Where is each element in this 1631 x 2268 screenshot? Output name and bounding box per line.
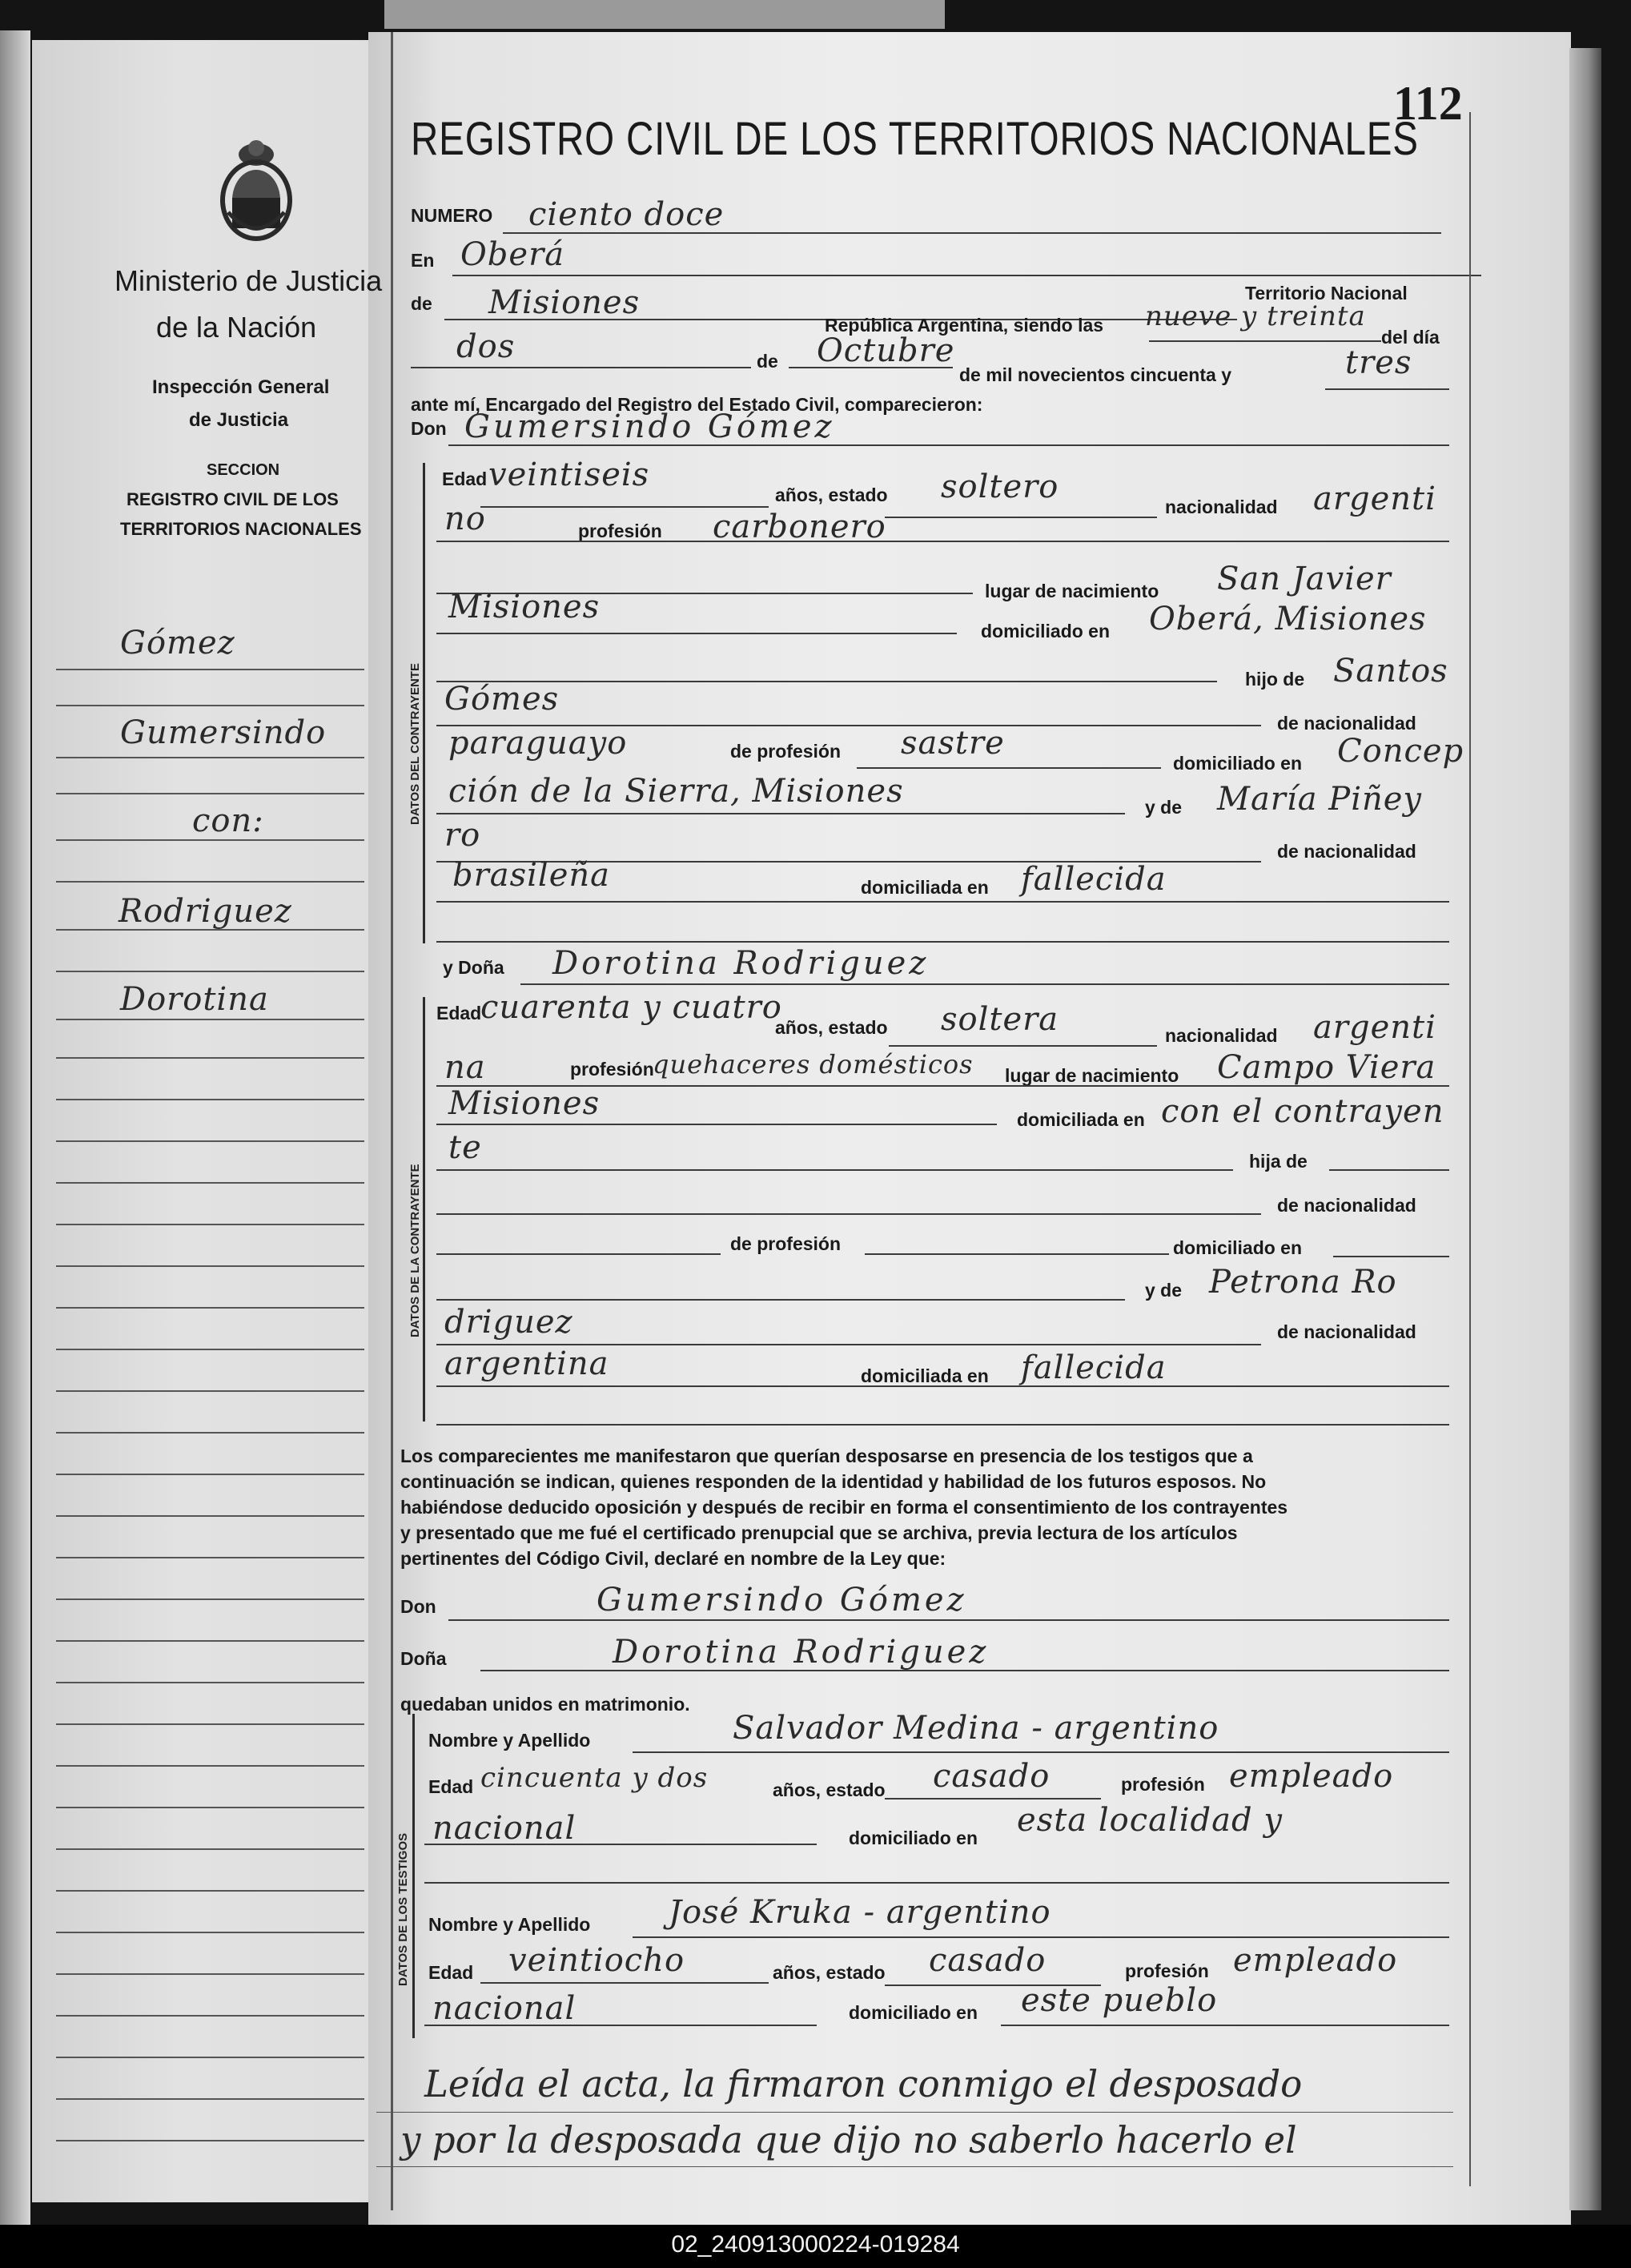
coat-of-arms-emblem — [212, 132, 300, 244]
decl-dona-value: Dorotina Rodriguez — [613, 1634, 990, 1671]
fill-line — [436, 813, 1125, 814]
bride-nacionalidad: argenti — [1313, 1009, 1436, 1046]
fill-line — [424, 1882, 1449, 1884]
stub-rule — [56, 2057, 364, 2058]
groom-lugar-cont: Misiones — [448, 589, 601, 625]
bride-madre: Petrona Ro — [1209, 1264, 1397, 1301]
label-don: Don — [411, 418, 447, 439]
groom-nacionalidad: argenti — [1313, 481, 1436, 517]
closing-line: Leída el acta, la firmaron conmigo el desposado — [424, 2062, 1303, 2105]
fill-line — [865, 1253, 1169, 1255]
statement-line: habiéndose deducido oposición y después de recibir en forma el consentimiento de los contrayentes — [400, 1497, 1288, 1518]
fill-line — [885, 517, 1157, 518]
stub-rule — [56, 1682, 364, 1683]
groom-padre-nacionalidad: paraguayo — [448, 725, 628, 762]
groom-nacionalidad-cont: no — [444, 501, 486, 537]
witness1-domicilio: esta localidad y — [1017, 1802, 1283, 1839]
stub-ministry-line-2: de la Nación — [156, 311, 317, 344]
witness-block-border — [412, 1714, 415, 2038]
fill-line — [885, 1798, 1101, 1800]
witness2-profesion-cont: nacional — [432, 1990, 576, 2027]
stub-rule — [56, 1390, 364, 1392]
stub-rule — [56, 1640, 364, 1642]
label-edad: Edad — [442, 468, 488, 489]
right-margin-line — [1469, 112, 1471, 2186]
stub-rule — [56, 2015, 364, 2017]
label-hija-de: hija de — [1249, 1151, 1308, 1172]
stub-rule — [56, 1598, 364, 1600]
value-hora: nueve y treinta — [1145, 300, 1366, 332]
bride-profesion: quehaceres domésticos — [653, 1049, 974, 1080]
groom-madre: María Piñey — [1217, 781, 1423, 818]
groom-padre-profesion: sastre — [901, 725, 1005, 762]
statement-line: continuación se indican, quienes responden de la identidad y habilidad de los futuros esposos. No — [400, 1471, 1267, 1492]
stub-ministry-line-1: Ministerio de Justicia — [114, 264, 383, 297]
label-de-nacionalidad: de nacionalidad — [1277, 713, 1416, 734]
label-de: de — [411, 293, 432, 314]
fill-line — [424, 1844, 817, 1845]
stub-index-entry: Gómez — [120, 625, 235, 662]
book-page-edges — [1569, 48, 1601, 2210]
bride-name: Dorotina Rodriguez — [552, 945, 930, 982]
label-edad-w1: Edad — [428, 1776, 474, 1797]
fill-line — [376, 2166, 1453, 2167]
fill-line — [436, 1424, 1449, 1426]
label-domiciliada-en-bride: domiciliada en — [1017, 1109, 1145, 1130]
stub-rule — [56, 1474, 364, 1475]
stub-index-entry: con: — [192, 802, 264, 839]
stub-rule — [56, 881, 364, 883]
fill-line — [1001, 2025, 1449, 2026]
label-domiciliada-en: domiciliada en — [861, 877, 989, 898]
label-domiciliado-en-w1: domiciliado en — [849, 1828, 978, 1848]
label-profesion-w2: profesión — [1125, 1960, 1209, 1981]
stub-rule — [56, 793, 364, 794]
witness1-estado: casado — [933, 1758, 1051, 1795]
fill-line — [857, 767, 1161, 769]
statement-line: y presentado que me fué el certificado prenupcial que se archiva, previa lectura de los artículos — [400, 1522, 1238, 1543]
value-en: Oberá — [460, 236, 565, 273]
groom-name: Gumersindo Gómez — [464, 408, 835, 445]
bride-madre-cont: driguez — [444, 1304, 573, 1341]
groom-domicilio: Oberá, Misiones — [1149, 601, 1427, 637]
label-de-nacionalidad-madre: de nacionalidad — [1277, 841, 1416, 862]
label-domiciliada-en-bride-madre: domiciliada en — [861, 1365, 989, 1386]
label-profesion: profesión — [578, 521, 662, 541]
fill-line — [1149, 340, 1381, 342]
label-decl-dona: Doña — [400, 1648, 447, 1669]
bride-madre-domicilio: fallecida — [1021, 1349, 1167, 1386]
stub-rule — [56, 757, 364, 758]
fill-line — [436, 1253, 721, 1255]
label-nombre-apellido-2: Nombre y Apellido — [428, 1914, 591, 1935]
decl-don-value: Gumersindo Gómez — [597, 1582, 967, 1619]
fill-line — [480, 1670, 1449, 1671]
groom-padre-domicilio-cont: ción de la Sierra, Misiones — [448, 773, 904, 810]
fill-line — [424, 2025, 817, 2026]
side-label-contrayente: DATOS DEL CONTRAYENTE — [408, 663, 422, 825]
label-domiciliado-en-w2: domiciliado en — [849, 2002, 978, 2023]
fill-line — [436, 541, 1449, 542]
stub-rule — [56, 1807, 364, 1808]
side-label-contrayenta: DATOS DE LA CONTRAYENTE — [408, 1164, 422, 1337]
side-label-testigos: DATOS DE LOS TESTIGOS — [396, 1832, 410, 1986]
label-nacionalidad: nacionalidad — [1165, 497, 1278, 517]
label-del-dia: del día — [1381, 327, 1440, 348]
groom-padre-domicilio: Concep — [1337, 733, 1464, 770]
value-anio: tres — [1345, 344, 1412, 381]
fill-line — [436, 941, 1449, 943]
label-hijo-de: hijo de — [1245, 669, 1305, 690]
witness2-estado: casado — [929, 1942, 1046, 1979]
label-ante-mi: ante mí, Encargado del Registro del Estado Civil, comparecieron: — [411, 394, 983, 415]
statement-line: pertinentes del Código Civil, declaré en nombre de la Ley que: — [400, 1548, 946, 1569]
label-edad-bride: Edad — [436, 1003, 482, 1023]
stub-rule — [56, 1765, 364, 1767]
label-mil: de mil novecientos cincuenta y — [959, 364, 1231, 385]
label-anos-estado-w1: años, estado — [773, 1779, 886, 1800]
label-nacionalidad-bride: nacionalidad — [1165, 1025, 1278, 1046]
fill-line — [436, 1299, 1125, 1301]
fill-line — [789, 367, 953, 368]
fill-line — [436, 633, 957, 634]
witness2-domicilio: este pueblo — [1021, 1982, 1218, 2019]
bride-domicilio: con el contrayen — [1161, 1093, 1444, 1130]
stub-index-entry: Gumersindo — [120, 714, 327, 751]
label-decl-don: Don — [400, 1596, 436, 1617]
witness2-name: José Kruka - argentino — [669, 1894, 1051, 1931]
value-mes: Octubre — [817, 332, 955, 369]
fill-line — [480, 1982, 769, 1984]
label-de-mes: de — [757, 351, 778, 372]
label-de-nacionalidad-bride-madre: de nacionalidad — [1277, 1321, 1416, 1342]
label-domiciliado-en-bride: domiciliado en — [1173, 1237, 1303, 1258]
fill-line — [436, 1385, 1449, 1387]
label-y-de-bride: y de — [1145, 1280, 1183, 1301]
bride-edad: cuarenta y cuatro — [480, 989, 782, 1026]
label-nombre-apellido-1: Nombre y Apellido — [428, 1730, 591, 1751]
stub-index-entry: Dorotina — [120, 981, 269, 1018]
groom-estado: soltero — [941, 468, 1059, 505]
fill-line — [436, 1213, 1261, 1215]
fill-line — [436, 1124, 997, 1125]
bride-block-border — [423, 997, 425, 1422]
bride-lugar-nacimiento: Campo Viera — [1217, 1049, 1436, 1086]
stub-rule — [56, 1723, 364, 1725]
label-y-de: y de — [1145, 797, 1183, 818]
groom-edad: veintiseis — [488, 456, 650, 493]
statement-line: Los comparecientes me manifestaron que querían desposarse en presencia de los testigos que a — [400, 1446, 1253, 1466]
label-de-profesion: de profesión — [730, 741, 842, 762]
witness1-edad: cincuenta y dos — [480, 1762, 709, 1794]
stub-rule — [56, 2140, 364, 2141]
fill-line — [411, 367, 751, 368]
groom-lugar-nacimiento: San Javier — [1217, 561, 1392, 597]
witness1-profesion: empleado — [1229, 1758, 1394, 1795]
bride-nacionalidad-cont: na — [444, 1049, 486, 1086]
groom-profesion: carbonero — [713, 509, 886, 545]
stub-rule — [56, 929, 364, 931]
label-en: En — [411, 250, 435, 271]
label-territorio: Territorio Nacional — [1245, 283, 1408, 304]
fill-line — [520, 983, 1449, 985]
closing-line: y por la desposada que dijo no saberlo hacerlo el — [400, 2118, 1297, 2161]
fill-line — [376, 2112, 1453, 2113]
stub-rule — [56, 1515, 364, 1517]
label-lugar-nacimiento: lugar de nacimiento — [985, 581, 1159, 601]
stub-rule — [56, 1224, 364, 1225]
label-domiciliado-en-padre: domiciliado en — [1173, 753, 1303, 774]
stub-rule — [56, 1140, 364, 1142]
fill-line — [448, 444, 1449, 446]
label-numero: NUMERO — [411, 205, 493, 226]
fill-line — [1329, 1169, 1449, 1171]
fill-line — [1333, 1256, 1449, 1257]
fill-line — [480, 506, 769, 508]
label-profesion-w1: profesión — [1121, 1774, 1205, 1795]
label-domiciliado-en: domiciliado en — [981, 621, 1111, 641]
stub-section-line-1: SECCION — [207, 461, 280, 479]
fill-line — [889, 1045, 1157, 1047]
stub-rule — [56, 669, 364, 670]
stub-rule — [56, 1265, 364, 1267]
stub-section-line-3: TERRITORIOS NACIONALES — [120, 519, 362, 539]
label-anos-estado-w2: años, estado — [773, 1962, 886, 1983]
witness1-name: Salvador Medina - argentino — [733, 1710, 1219, 1747]
label-anos-estado-bride: años, estado — [775, 1017, 888, 1038]
groom-madre-nacionalidad: brasileña — [452, 857, 610, 894]
stub-rule — [56, 705, 364, 706]
stub-rule — [56, 1932, 364, 1933]
label-quedaban: quedaban unidos en matrimonio. — [400, 1694, 690, 1715]
label-edad-w2: Edad — [428, 1962, 474, 1983]
stub-section-line-2: REGISTRO CIVIL DE LOS — [127, 489, 339, 509]
stub-rule — [56, 1019, 364, 1020]
bride-lugar-cont: Misiones — [448, 1085, 601, 1122]
image-caption: 02_240913000224-019284 — [671, 2231, 960, 2258]
witness2-edad: veintiocho — [508, 1942, 685, 1979]
stub-rule — [56, 1099, 364, 1100]
left-page-edge — [0, 30, 30, 2225]
stub-rule — [56, 1973, 364, 1975]
stub-index-entry: Rodriguez — [119, 893, 292, 930]
stub-inspection-line-2: de Justicia — [189, 409, 289, 431]
value-dia: dos — [456, 328, 516, 365]
fill-line — [436, 1169, 1233, 1171]
bride-estado: soltera — [941, 1001, 1059, 1038]
value-numero: ciento doce — [528, 196, 725, 233]
stub-divider-line — [391, 32, 393, 2210]
book-top-edge — [384, 0, 945, 29]
fill-line — [633, 1936, 1449, 1938]
stub-rule — [56, 1432, 364, 1434]
stub-rule — [56, 1890, 364, 1892]
stub-rule — [56, 1182, 364, 1184]
witness1-profesion-cont: nacional — [432, 1810, 576, 1847]
stub-rule — [56, 1848, 364, 1850]
form-title: REGISTRO CIVIL DE LOS TERRITORIOS NACIONALES — [411, 113, 1419, 165]
stub-inspection-line-1: Inspección General — [152, 376, 330, 398]
page-number: 112 — [1393, 77, 1463, 130]
fill-line — [452, 275, 1481, 276]
bride-madre-nacionalidad: argentina — [444, 1345, 609, 1382]
label-y-dona: y Doña — [443, 957, 504, 978]
bride-domicilio-cont: te — [448, 1129, 482, 1166]
fill-line — [633, 1751, 1449, 1753]
stub-rule — [56, 1307, 364, 1309]
stub-rule — [56, 839, 364, 841]
fill-line — [1325, 388, 1449, 390]
label-anos-estado: años, estado — [775, 485, 888, 505]
witness2-profesion: empleado — [1233, 1942, 1398, 1979]
groom-padre-cont: Gómes — [444, 681, 560, 718]
groom-madre-cont: ro — [444, 817, 481, 854]
label-de-nacionalidad-bride: de nacionalidad — [1277, 1195, 1416, 1216]
label-de-profesion-bride: de profesión — [730, 1233, 842, 1254]
groom-block-border — [423, 463, 425, 943]
fill-line — [448, 1619, 1449, 1621]
value-territorio: Misiones — [488, 284, 641, 321]
register-stub — [32, 40, 396, 2202]
stub-rule — [56, 1349, 364, 1350]
stub-rule — [56, 2098, 364, 2100]
stub-rule — [56, 1057, 364, 1059]
groom-madre-domicilio: fallecida — [1021, 861, 1167, 898]
groom-padre: Santos — [1333, 653, 1448, 690]
stub-rule — [56, 1557, 364, 1558]
label-republica: República Argentina, siendo las — [825, 315, 1104, 336]
stub-rule — [56, 971, 364, 972]
label-lugar-nacimiento-bride: lugar de nacimiento — [1005, 1065, 1179, 1086]
fill-line — [436, 901, 1449, 903]
label-profesion-bride: profesión — [570, 1059, 654, 1080]
